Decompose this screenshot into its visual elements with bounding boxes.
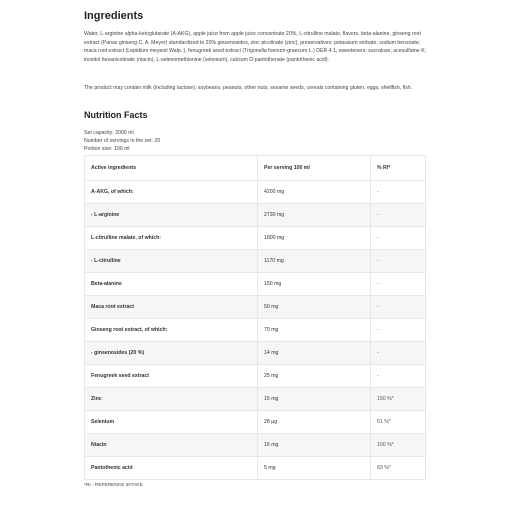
table-row xyxy=(85,411,426,434)
ingredient-name-cell: Beta-alanine xyxy=(85,273,258,296)
table-row xyxy=(85,457,426,480)
ri-cell: 150 %* xyxy=(371,388,426,411)
ri-cell: - xyxy=(371,273,426,296)
header-active-ingredients: Active ingredients xyxy=(85,156,258,181)
table-row xyxy=(85,296,426,319)
ri-cell: - xyxy=(371,204,426,227)
nutrition-table xyxy=(84,155,426,480)
per-serving-cell: 2730 mg xyxy=(258,204,371,227)
table-row xyxy=(85,181,426,204)
ingredients-heading: Ingredients xyxy=(84,10,144,22)
per-serving-cell: 28 µg xyxy=(258,411,371,434)
ri-footnote: *RI - REFERENCE INTAKE xyxy=(84,483,143,488)
ri-cell: - xyxy=(371,296,426,319)
per-serving-cell: 25 mg xyxy=(258,365,371,388)
ri-cell: - xyxy=(371,319,426,342)
per-serving-cell: 4200 mg xyxy=(258,181,371,204)
ri-cell: - xyxy=(371,181,426,204)
ingredient-name-cell: Ginseng root extract, of which: xyxy=(85,319,258,342)
ingredient-name-cell: Zinc xyxy=(85,388,258,411)
table-row xyxy=(85,204,426,227)
ingredient-name-cell: - ginsenosides (20 %) xyxy=(85,342,258,365)
header-per-serving: Per serving 100 ml xyxy=(258,156,371,181)
portion-size: Portion size: 100 ml xyxy=(84,146,130,153)
table-row xyxy=(85,319,426,342)
ingredient-name-cell: Niacin xyxy=(85,434,258,457)
header-ri: % RI* xyxy=(371,156,426,181)
nutrition-table-body xyxy=(85,181,426,480)
table-header-row xyxy=(85,156,426,181)
per-serving-cell: 16 mg xyxy=(258,434,371,457)
per-serving-cell: 1170 mg xyxy=(258,250,371,273)
set-capacity: Set capacity: 2000 ml xyxy=(84,130,134,136)
ri-cell: 83 %* xyxy=(371,457,426,480)
table-row xyxy=(85,365,426,388)
ri-cell: - xyxy=(371,365,426,388)
ingredient-name-cell: L-citrulline malate, of which: xyxy=(85,227,258,250)
table-row xyxy=(85,227,426,250)
per-serving-cell: 150 mg xyxy=(258,273,371,296)
table-row xyxy=(85,273,426,296)
table-row xyxy=(85,250,426,273)
table-row xyxy=(85,342,426,365)
ri-cell: 51 %* xyxy=(371,411,426,434)
per-serving-cell: 70 mg xyxy=(258,319,371,342)
ri-cell: - xyxy=(371,227,426,250)
per-serving-cell: 14 mg xyxy=(258,342,371,365)
ingredient-name-cell: Maca root extract xyxy=(85,296,258,319)
nutrition-facts-heading: Nutrition Facts xyxy=(84,110,148,120)
table-row xyxy=(85,388,426,411)
per-serving-cell: 5 mg xyxy=(258,457,371,480)
ri-cell: - xyxy=(371,250,426,273)
ri-cell: - xyxy=(371,342,426,365)
per-serving-cell: 50 mg xyxy=(258,296,371,319)
ri-cell: 100 %* xyxy=(371,434,426,457)
serving-info xyxy=(84,129,160,154)
per-serving-cell: 15 mg xyxy=(258,388,371,411)
ingredient-name-cell: - L-arginine xyxy=(85,204,258,227)
ingredient-name-cell: Selenium xyxy=(85,411,258,434)
ingredients-composition: Water, L-arginine alpha-ketoglutarate (A-AKG), apple juice from apple juice concentrate 20%, L-citrulline malate, flavors, beta-alanine, ginseng root extract (Panax ginseng C. A. Meyer) standardized to 20% ginsenosides, zinc picolinate (zinc), preservatives: potassium sorbate, sodium benzoate; maca root extract (Lepidium meyenii Walp. ), fenugreek seed extract (Trigonella foenum-graecum L.) DER 4:1, sweeteners: sucralose, acesulfame K; inositol hexanicotinate (niacin), L-selenomethionine (selenium), calcium D-pantothenate (pantothenic acid). xyxy=(84,31,427,63)
allergen-statement: The product may contain milk (including lactose), soybeans, peanuts, other nuts, sesame seeds, cereals containing gluten, eggs, shellfish, fish. xyxy=(84,85,413,91)
ingredient-name-cell: A-AKG, of which: xyxy=(85,181,258,204)
ingredient-name-cell: Fenugreek seed extract xyxy=(85,365,258,388)
servings-count: Number of servings in the set: 20 xyxy=(84,138,161,145)
ingredient-name-cell: - L-citrulline xyxy=(85,250,258,273)
per-serving-cell: 1800 mg xyxy=(258,227,371,250)
table-row xyxy=(85,434,426,457)
ingredient-name-cell: Pantothenic acid xyxy=(85,457,258,480)
